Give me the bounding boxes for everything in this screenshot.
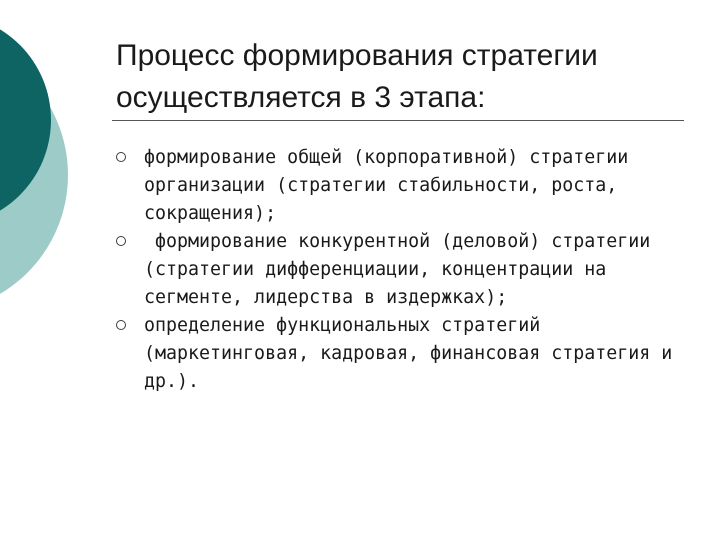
bullet-text: формирование общей (корпоративной) стратегии организации (стратегии стабильности, роста, сокращения); [144,147,629,224]
bullet-text: определение функциональных стратегий (маркетинговая, кадровая, финансовая стратегия и др.). [144,315,673,392]
hollow-circle-bullet-icon [116,320,126,330]
bullet-item [116,144,696,228]
bullet-list [116,144,696,396]
hollow-circle-bullet-icon [116,152,126,162]
bullet-text: формирование конкурентной (деловой) стратегии (стратегии дифференциации, концентрации на сегменте, лидерства в издержках); [144,231,662,308]
title-divider [112,120,684,121]
slide-title: Процесс формирования стратегии осуществляется в 3 этапа: [116,39,598,114]
bullet-item [116,312,696,396]
hollow-circle-bullet-icon [116,236,126,246]
decorative-circles [0,0,120,300]
bullet-item [116,228,696,312]
